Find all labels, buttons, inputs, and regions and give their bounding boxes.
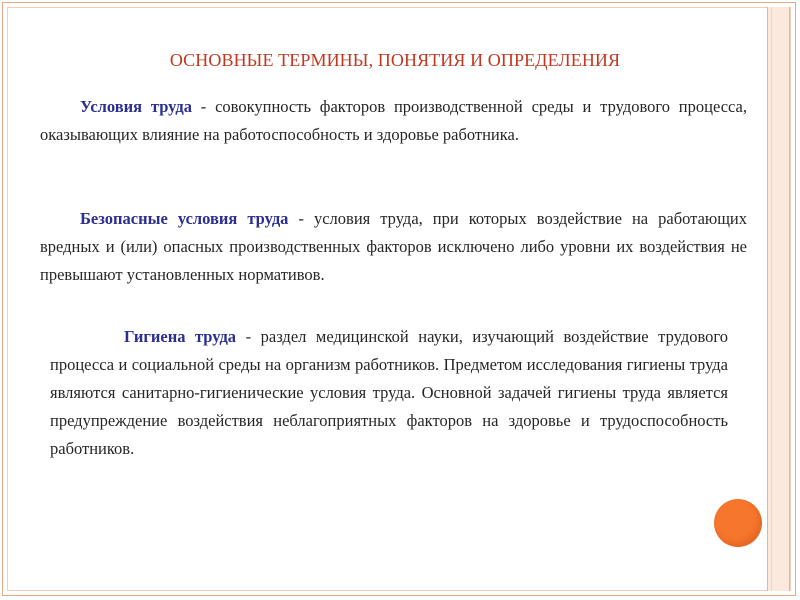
- decorative-side-line: [771, 7, 772, 591]
- definition-term: Условия труда: [80, 97, 192, 116]
- definition-separator: -: [236, 327, 261, 346]
- end-mark: .: [130, 439, 135, 458]
- definition-text: условия труда, при которых воздействие на работающих вредных и (или) опасных производственных факторов исключено либо уровни их воздействия не превышают установленных нормативов.: [40, 209, 747, 284]
- definition-separator: -: [191, 97, 216, 116]
- definition-term: Гигиена труда: [124, 327, 237, 346]
- definition-safe-working-conditions: [40, 205, 747, 289]
- orange-circle-decoration: [714, 499, 762, 547]
- slide-title: ОСНОВНЫЕ ТЕРМИНЫ, ПОНЯТИЯ И ОПРЕДЕЛЕНИЯ: [169, 50, 621, 70]
- definition-term: Безопасные условия труда: [80, 209, 289, 228]
- definition-occupational-hygiene: [50, 323, 728, 463]
- definition-text: раздел медицинской науки, изучающий воздействие трудового процесса и социальной среды на организм работников. Предметом исследования гигиены труда являются санитарно-гигиенические условия труда. Основной задачей гигиены труда является предупреждение воздействия неблагоприятных факторов на здоровье и трудоспособность работников: [50, 327, 728, 458]
- definition-text: совокупность факторов производственной среды и трудового процесса, оказывающих влияние на работоспособность и здоровье работника.: [40, 97, 747, 144]
- definition-working-conditions: [40, 93, 747, 149]
- definition-separator: -: [288, 209, 314, 228]
